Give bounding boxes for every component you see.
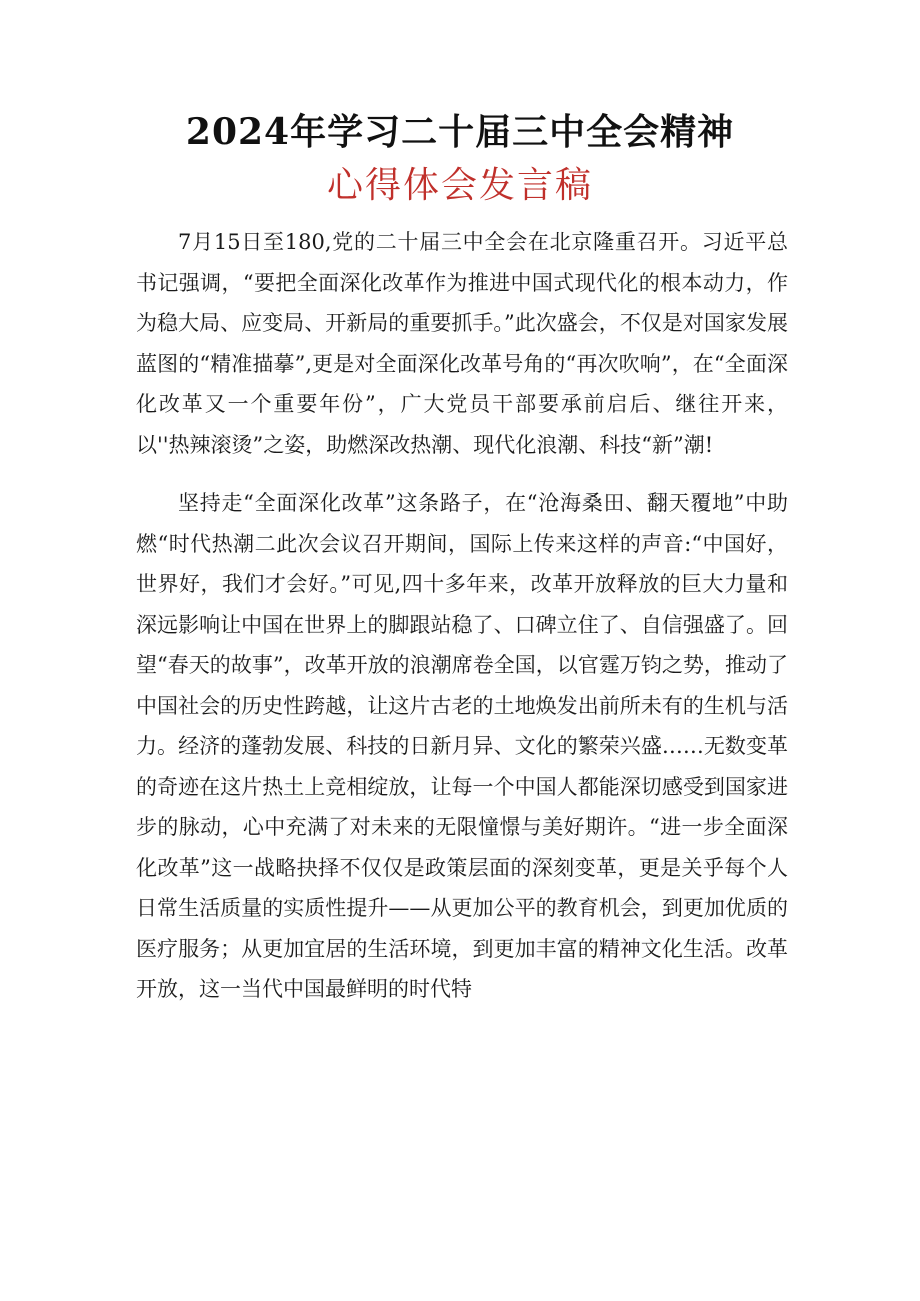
document-title: 2024年学习二十届三中全会精神 [185, 111, 735, 153]
document-subtitle: 心得体会发言稿 [326, 165, 593, 206]
paragraph-2: 坚持走“全面深化改革”这条路子，在“沧海桑田、翻天覆地”中助燃“时代热潮二此次会议召开期间，国际上传来这样的声音:“中国好，世界好，我们才会好。”可见,四十多年来，改革开放释放的巨大力量和深远影响让中国在世界上的脚跟站稳了、口碑立住了、自信强盛了。回望“春天的故事”，改革开放的浪潮席卷全国，以官霆万钧之势，推动了中国社会的历史性跨越，让这片古老的土地焕发出前所未有的生机与活力。经济的蓬勃发展、科技的日新月异、文化的繁荣兴盛……无数变革的奇迹在这片热土上竞相绽放，让每一个中国人都能深切感受到国家进步的脉动，心中充满了对未来的无限憧憬与美好期许。“进一步全面深化改革”这一战略抉择不仅仅是政策层面的深刻变革，更是关乎每个人日常生活质量的实质性提升——从更加公平的教育机会，到更加优质的医疗服务；从更加宜居的生活环境，到更加丰富的精神文化生活。改革开放，这一当代中国最鲜明的时代特 [136, 491, 788, 1001]
paragraph-1: 7月15日至180,党的二十届三中全会在北京隆重召开。习近平总书记强调，“要把全面深化改革作为推进中国式现代化的根本动力，作为稳大局、应变局、开新局的重要抓手。”此次盛会，不仅是对国家发展蓝图的“精准描摹”,更是对全面深化改革号角的“再次吹响”，在“全面深化改革又一个重要年份”，广大党员干部要承前启后、继往开来，以''热辣滚烫”之姿，助燃深改热潮、现代化浪潮、科技“新”潮! [136, 230, 788, 457]
document-body [136, 222, 788, 1010]
